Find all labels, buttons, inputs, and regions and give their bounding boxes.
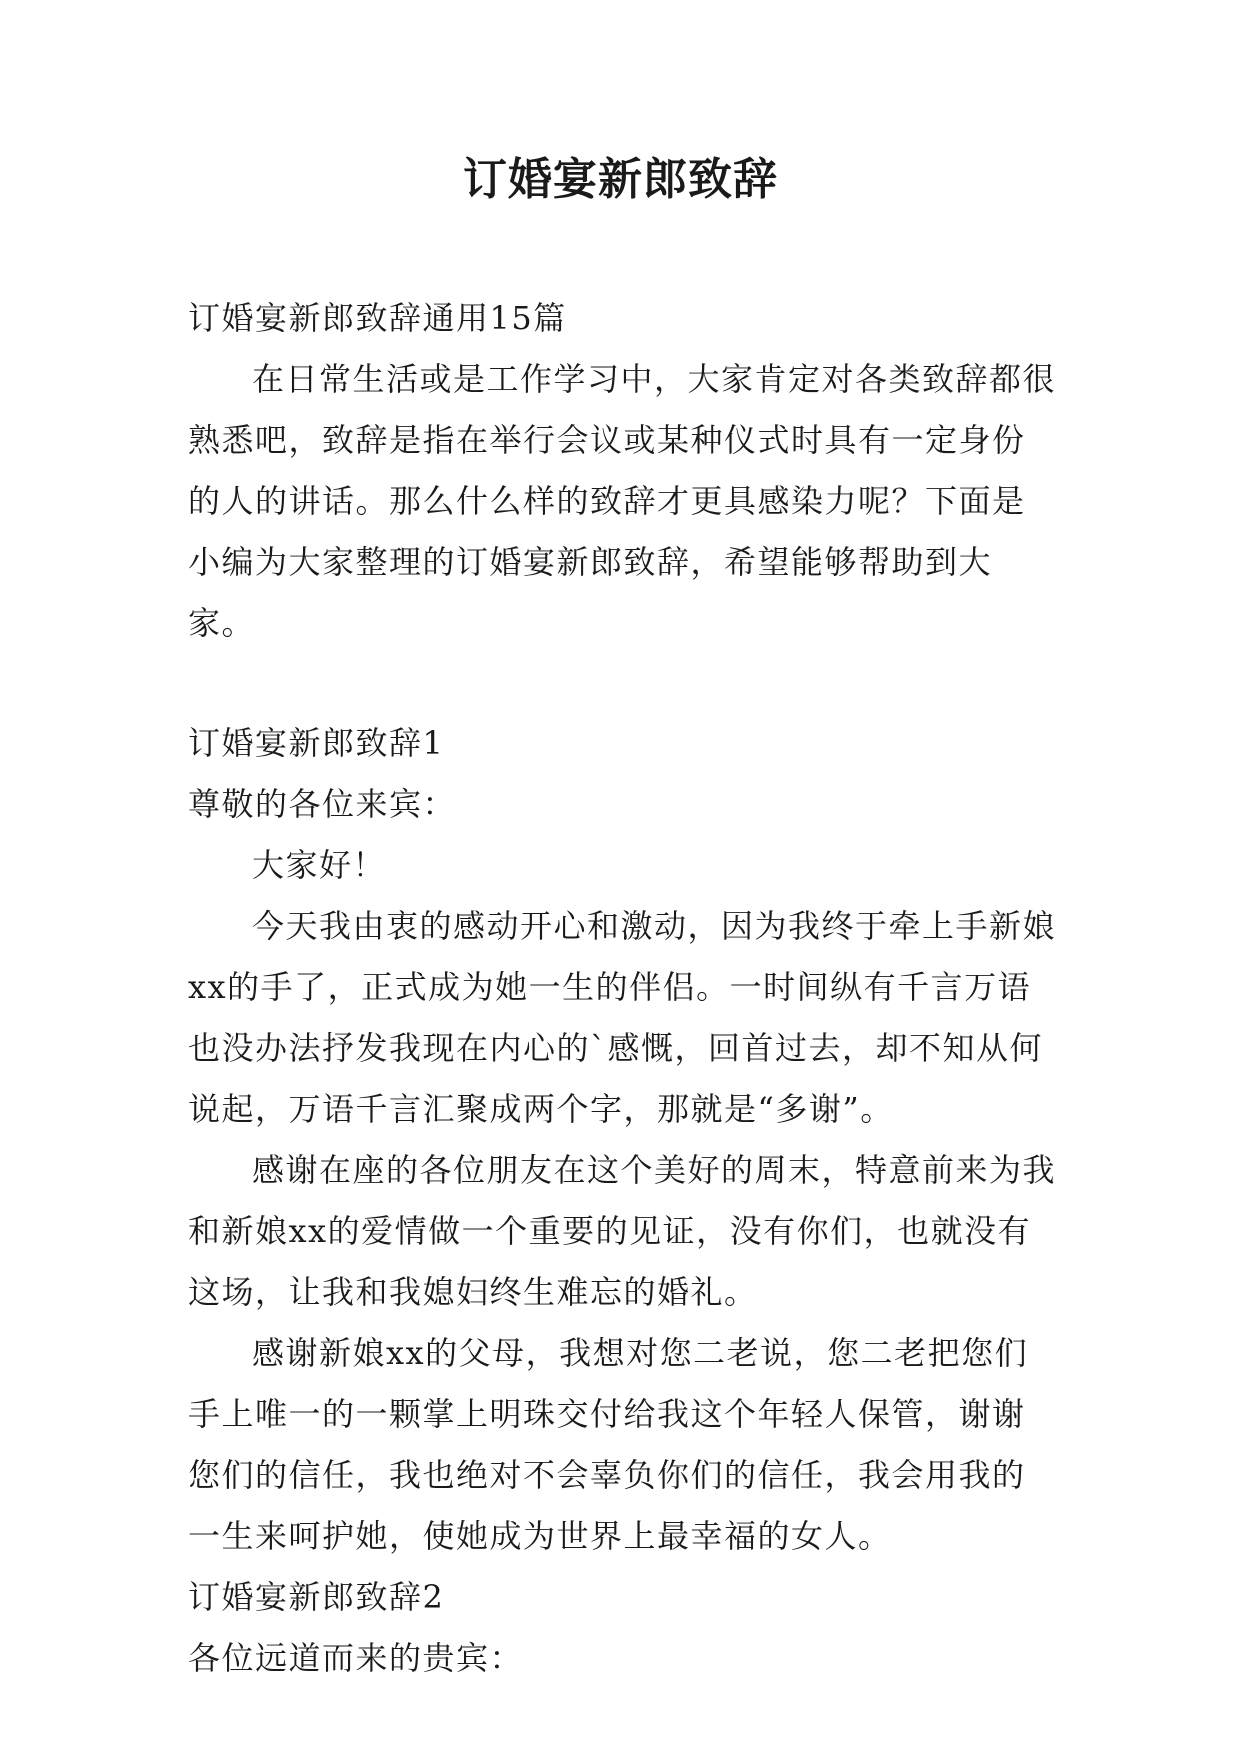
intro-paragraph: 在日常生活或是工作学习中，大家肯定对各类致辞都很熟悉吧，致辞是指在举行会议或某种仪式时具有一定身份的人的讲话。那么什么样的致辞才更具感染力呢？下面是小编为大家整理的订婚宴新郎致辞，希望能够帮助到大家。: [188, 360, 1057, 642]
section-1-salutation: 尊敬的各位来宾：: [188, 785, 457, 823]
section-1-paragraph: 今天我由衷的感动开心和激动，因为我终于牵上手新娘xx的手了，正式成为她一生的伴侣。一时间纵有千言万语也没办法抒发我现在内心的`感慨，回首过去，却不知从何说起，万语千言汇聚成两个字，那就是“多谢”。: [188, 907, 1057, 1128]
section-2-salutation: 各位远道而来的贵宾：: [188, 1639, 524, 1677]
document-subtitle: 订婚宴新郎致辞通用15篇: [188, 299, 567, 337]
section-1-paragraph: 感谢新娘xx的父母，我想对您二老说，您二老把您们手上唯一的一颗掌上明珠交付给我这个年轻人保管，谢谢您们的信任，我也绝对不会辜负你们的信任，我会用我的一生来呵护她，使她成为世界上最幸福的女人。: [188, 1334, 1029, 1555]
document-body: [188, 288, 1058, 1689]
section-1-heading: 订婚宴新郎致辞1: [188, 724, 445, 762]
section-2-heading: 订婚宴新郎致辞2: [188, 1578, 445, 1616]
section-1-paragraph: 感谢在座的各位朋友在这个美好的周末，特意前来为我和新娘xx的爱情做一个重要的见证，没有你们，也就没有这场，让我和我媳妇终生难忘的婚礼。: [188, 1151, 1057, 1311]
document-title: 订婚宴新郎致辞: [463, 154, 778, 205]
section-1-greeting: 大家好！: [252, 846, 387, 884]
